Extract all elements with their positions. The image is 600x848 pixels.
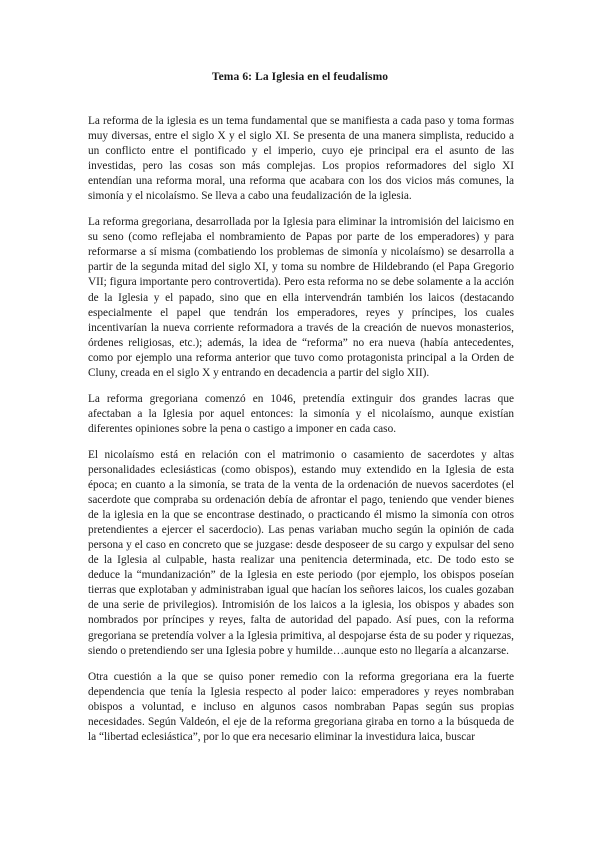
- document-body: [88, 114, 514, 756]
- paragraph-2: La reforma gregoriana, desarrollada por la Iglesia para eliminar la intromisión del laicismo en su seno (como reflejaba el nombramiento de Papas por parte de los emperadores) y para reformarse a sí misma (combatiendo los problemas de simonía y nicolaísmo) se desarrolla a partir de la segunda mitad del siglo XI, y toma su nombre de Hildebrando (el Papa Gregorio VII; figura importante pero controvertida). Pero esta reforma no se debe solamente a la acción de la Iglesia y el papado, sino que en ella intervendrán también los laicos (destacando especialmente el papel que tendrán los emperadores, reyes y príncipes, los cuales incentivarían la nueva corriente reformadora a través de la creación de nuevos monasterios, órdenes religiosas, etc.); además, la idea de “reforma” no era nueva (había antecedentes, como por ejemplo una reforma anterior que tuvo como protagonista principal a la Orden de Cluny, creada en el siglo X y entrando en decadencia a partir del siglo XII).: [88, 216, 514, 379]
- paragraph-1: La reforma de la iglesia es un tema fundamental que se manifiesta a cada paso y toma formas muy diversas, entre el siglo X y el siglo XI. Se presenta de una manera simplista, reducido a un conflicto entre el pontificado y el imperio, cuyo eje principal era el asunto de las investidas, pero las cosas son más complejas. Los propios reformadores del siglo XI entendían una reforma moral, una reforma que acabara con los dos vicios más comunes, la simonía y el nicolaísmo. Se lleva a cabo una feudalización de la iglesia.: [88, 115, 514, 203]
- paragraph-5: Otra cuestión a la que se quiso poner remedio con la reforma gregoriana era la fuerte dependencia que tenía la Iglesia respecto al poder laico: emperadores y reyes nombraban obispos a voluntad, e incluso en algunos casos nombraban Papas según sus propias necesidades. Según Valdeón, el eje de la reforma gregoriana giraba en torno a la búsqueda de la “libertad eclesiástica”, por lo que era necesario eliminar la investidura laica, buscar: [88, 670, 514, 743]
- page-title: Tema 6: La Iglesia en el feudalismo: [211, 71, 389, 83]
- paragraph-3: La reforma gregoriana comenzó en 1046, pretendía extinguir dos grandes lacras que afectaban a la Iglesia por aquel entonces: la simonía y el nicolaísmo, aunque existían diferentes opiniones sobre la pena o castigo a imponer en cada caso.: [88, 392, 514, 435]
- paragraph-4: El nicolaísmo está en relación con el matrimonio o casamiento de sacerdotes y altas personalidades eclesiásticas (como obispos), estando muy extendido en la Iglesia de esta época; en cuanto a la simonía, se trata de la venta de la ordenación de nuevos sacerdotes (el sacerdote que compraba su ordenación debía de afrontar el pago, teniendo que vender bienes de la iglesia en la que se encontrase destinado, o practicando él mismo la simonía con otros pretendientes a ejercer el sacerdocio). Las penas variaban mucho según la opinión de cada persona y el caso en concreto que se juzgase: desde desposeer de su cargo y expulsar del seno de la Iglesia al culpable, hasta realizar una penitencia determinada, etc. De todo esto se deduce la “mundanización” de la Iglesia en este periodo (por ejemplo, los obispos poseían tierras que explotaban y administraban igual que hacían los señores laicos, los cuales gozaban de una serie de privilegios). Intromisión de los laicos a la iglesia, los obispos y abades son nombrados por príncipes y reyes, falta de autoridad del papado. Así pues, con la reforma gregoriana se pretendía volver a la Iglesia primitiva, al despojarse ésta de su poder y riquezas, siendo o pretendiendo ser una Iglesia pobre y humilde…aunque esto no llegaría a alcanzarse.: [88, 448, 514, 657]
